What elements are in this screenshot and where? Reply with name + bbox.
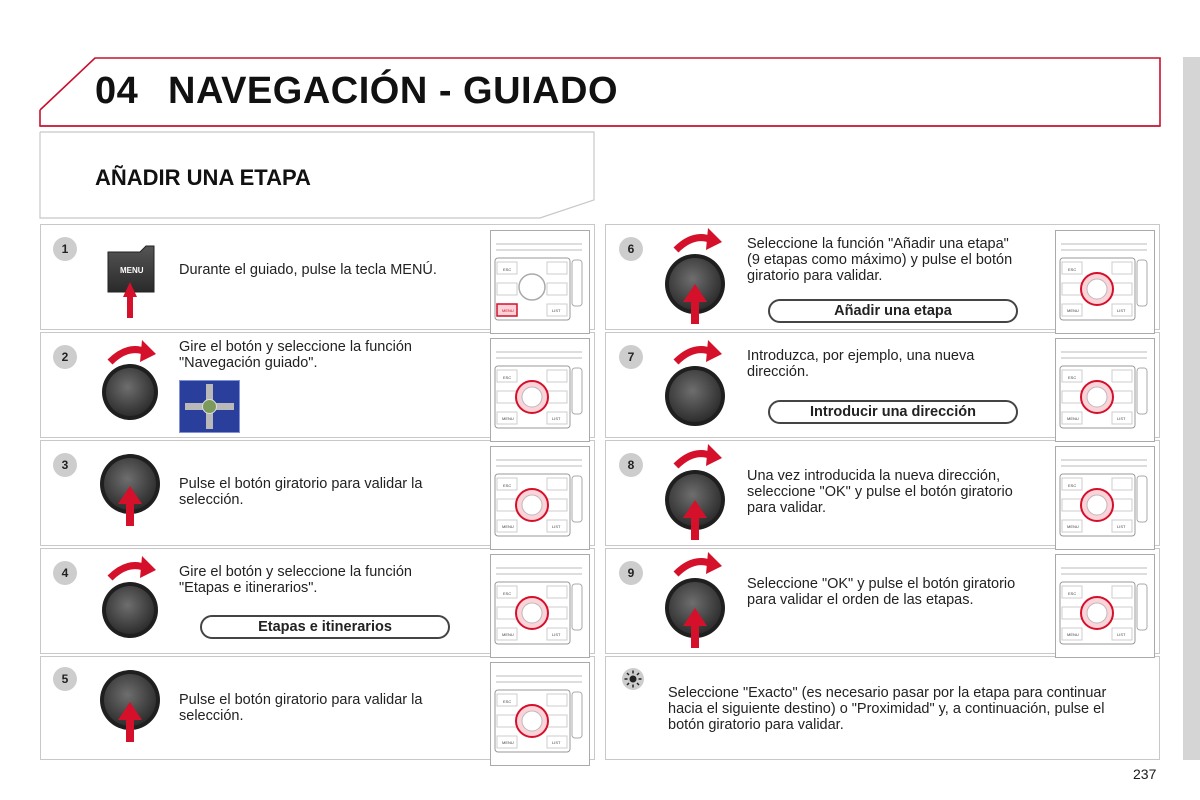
svg-text:MENU: MENU: [1067, 632, 1079, 637]
svg-text:LIST: LIST: [1117, 308, 1126, 313]
step-text: Gire el botón y seleccione la función "Etapas e itinerarios".: [179, 564, 412, 596]
step-text: Introduzca, por ejemplo, una nueva dirección.: [747, 348, 975, 380]
step-number: 1: [53, 237, 77, 261]
menu-option-pill: Añadir una etapa: [768, 299, 1018, 323]
step-number: 2: [53, 345, 77, 369]
tip-text: Seleccione "Exacto" (es necesario pasar por la etapa para continuar hacia el siguiente destino) o "Proximidad" y, a continuación, pulse el botón giratorio para validar.: [668, 685, 1107, 733]
svg-text:ESC: ESC: [503, 483, 512, 488]
step-text: Pulse el botón giratorio para validar la selección.: [179, 476, 423, 508]
svg-text:MENU: MENU: [502, 632, 514, 637]
chapter-title: NAVEGACIÓN - GUIADO: [168, 70, 619, 112]
step-number: 5: [53, 667, 77, 691]
sidebar-tab: [1183, 57, 1200, 760]
svg-text:MENU: MENU: [502, 524, 514, 529]
radio-panel-illustration: [490, 662, 590, 766]
rotate-press-knob-icon: [662, 550, 738, 650]
svg-text:MENU: MENU: [502, 416, 514, 421]
step-number: 8: [619, 453, 643, 477]
radio-panel-illustration: [490, 554, 590, 658]
section-title: AÑADIR UNA ETAPA: [95, 165, 311, 190]
step-text: Seleccione "OK" y pulse el botón giratorio para validar el orden de las etapas.: [747, 576, 1016, 608]
svg-text:MENU: MENU: [1067, 308, 1079, 313]
svg-text:ESC: ESC: [1068, 591, 1077, 596]
header-frame: [0, 0, 1200, 135]
radio-panel-illustration: [490, 338, 590, 442]
svg-text:MENU: MENU: [1067, 416, 1079, 421]
step-number: 7: [619, 345, 643, 369]
menu-key-icon: [100, 242, 160, 320]
press-knob-icon: [98, 668, 168, 750]
radio-panel-illustration: [490, 446, 590, 550]
radio-panel-illustration: [1055, 338, 1155, 442]
menu-option-pill: Introducir una dirección: [768, 400, 1018, 424]
svg-text:ESC: ESC: [1068, 267, 1077, 272]
svg-text:LIST: LIST: [552, 416, 561, 421]
step-number: 4: [53, 561, 77, 585]
svg-text:ESC: ESC: [503, 699, 512, 704]
svg-text:MENU: MENU: [502, 740, 514, 745]
svg-text:LIST: LIST: [1117, 416, 1126, 421]
navigation-guidance-icon: [179, 380, 240, 433]
svg-text:LIST: LIST: [552, 524, 561, 529]
step-number: 6: [619, 237, 643, 261]
svg-text:ESC: ESC: [503, 591, 512, 596]
svg-text:MENU: MENU: [1067, 524, 1079, 529]
chapter-number: 04: [95, 70, 139, 112]
rotate-knob-icon: [98, 340, 168, 422]
step-text: Gire el botón y seleccione la función "Navegación guiado".: [179, 339, 412, 371]
step-text: Pulse el botón giratorio para validar la selección.: [179, 692, 423, 724]
step-text: Durante el guiado, pulse la tecla MENÚ.: [179, 262, 437, 278]
svg-text:ESC: ESC: [503, 375, 512, 380]
radio-panel-illustration: [1055, 446, 1155, 550]
rotate-press-knob-icon: [662, 226, 738, 326]
press-knob-icon: [98, 452, 168, 534]
svg-text:ESC: ESC: [503, 267, 512, 272]
menu-key-label: MENU: [120, 266, 144, 275]
svg-text:ESC: ESC: [1068, 483, 1077, 488]
step-text: Una vez introducida la nueva dirección, seleccione "OK" y pulse el botón giratorio para validar.: [747, 468, 1013, 516]
radio-panel-illustration: [1055, 554, 1155, 658]
svg-text:MENU: MENU: [502, 308, 514, 313]
rotate-knob-icon: [98, 556, 168, 638]
page-number: 237: [1133, 766, 1157, 782]
radio-panel-illustration: [490, 230, 590, 334]
step-number: 3: [53, 453, 77, 477]
radio-panel-illustration: [1055, 230, 1155, 334]
svg-text:LIST: LIST: [552, 632, 561, 637]
rotate-press-knob-icon: [662, 442, 738, 542]
lightbulb-icon: [621, 667, 645, 691]
chapter-header: [0, 0, 1200, 135]
svg-text:LIST: LIST: [1117, 524, 1126, 529]
svg-text:ESC: ESC: [1068, 375, 1077, 380]
menu-option-pill: Etapas e itinerarios: [200, 615, 450, 639]
svg-text:LIST: LIST: [1117, 632, 1126, 637]
svg-text:LIST: LIST: [552, 740, 561, 745]
svg-text:LIST: LIST: [552, 308, 561, 313]
step-text: Seleccione la función "Añadir una etapa" (9 etapas como máximo) y pulse el botón giratorio para validar.: [747, 236, 1013, 284]
rotate-knob-icon: [662, 338, 738, 428]
step-number: 9: [619, 561, 643, 585]
